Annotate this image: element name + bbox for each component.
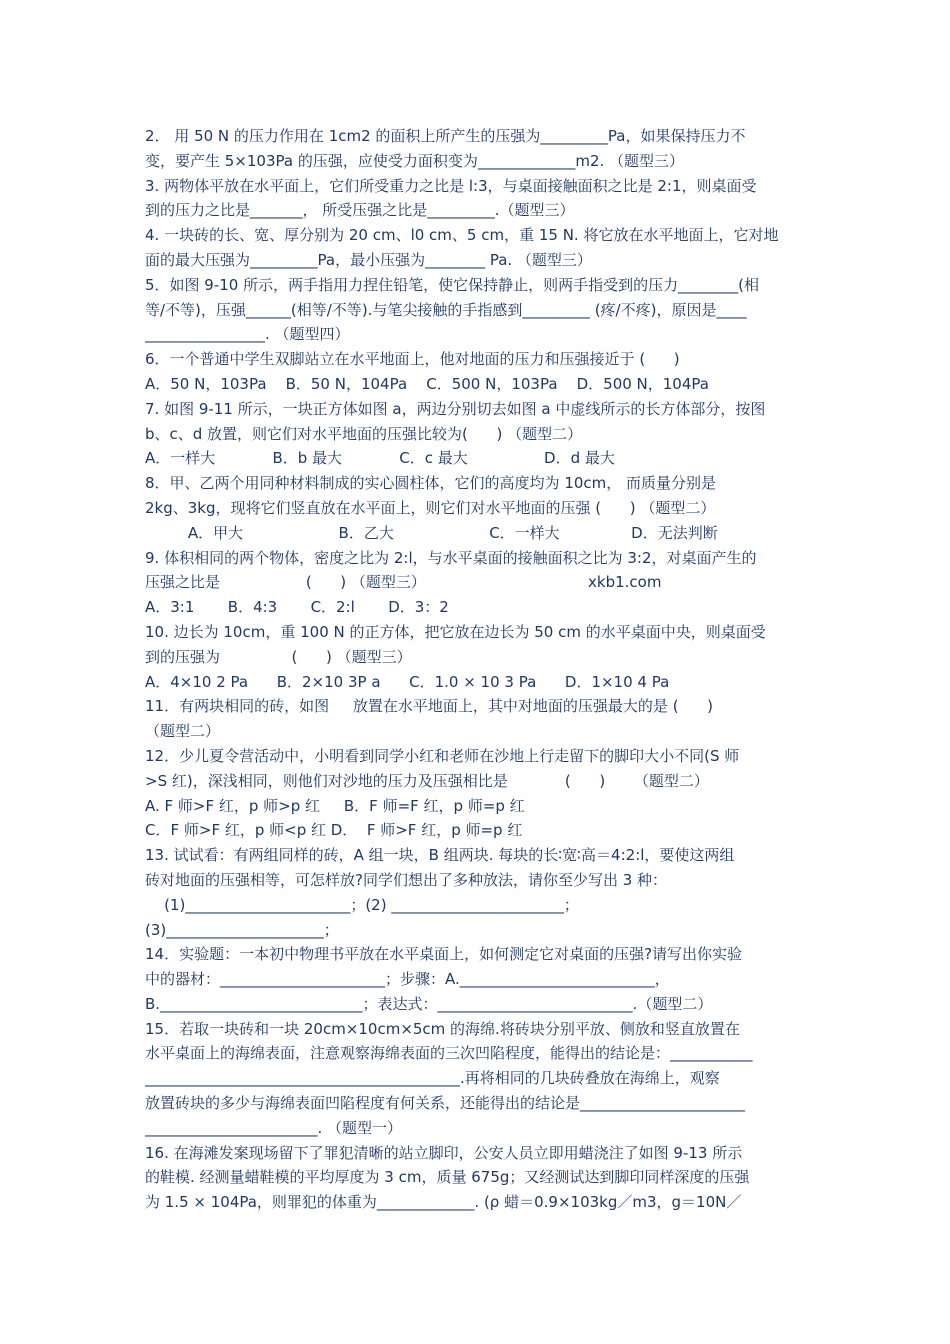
text-line: 等/不等)，压强______(相等/不等).与笔尖接触的手指感到_________ (疼/不疼)，原因是____ [145,300,747,319]
text-line: _______________________. （题型一） [145,1118,403,1137]
text-line: b、c、d 放置，则它们对水平地面的压强比较为( ) （题型二） [145,424,583,443]
text-line: 15．若取一块砖和一块 20cm×10cm×5cm 的海绵.将砖块分别平放、侧放和竖直放置在 [145,1019,740,1038]
text-line: 2． 用 50 N 的压力作用在 1cm2 的面积上所产生的压强为_________Pa，如果保持压力不 [145,127,746,145]
text-line: C．F 师>F 红，p 师<p 红 D． F 师>F 红，p 师=p 红 [145,821,523,840]
text-line: (1)______________________；(2) _______________________； [145,895,579,914]
text-line: 2kg、3kg，现将它们竖直放在水平面上，则它们对水平地面的压强 ( ) （题型二） [145,498,716,517]
text-line: (3)_____________________； [145,920,339,939]
text-line: >S 红)，深浅相同，则他们对沙地的压力及压强相比是 ( ) （题型二） [145,771,709,790]
text-line: ________________. （题型四） [145,325,350,344]
text-line: B.___________________________；表达式：__________________________.（题型二） [145,994,713,1013]
text-line: 16. 在海滩发案现场留下了罪犯清晰的站立脚印，公安人员立即用蜡浇注了如图 9-13 所示 [145,1143,743,1162]
text-line: 到的压强为 ( ) （题型三） [145,647,412,666]
text-line: 中的器材：______________________；步骤：A.__________________________， [145,970,670,989]
text-line: 放置砖块的多少与海绵表面凹陷程度有何关系，还能得出的结论是______________________ [145,1094,746,1113]
text-line: A. F 师>F 红，p 师>p 红 B．F 师=F 红，p 师=p 红 [145,796,525,815]
text-line: 的鞋模. 经测量蜡鞋模的平均厚度为 3 cm，质量 675g；又经测试达到脚印同样深度的压强 [145,1168,750,1187]
text-line: 9. 体积相同的两个物体，密度之比为 2:l，与水平桌面的接触面积之比为 3:2，对桌面产生的 [145,548,757,567]
text-line: A．一样大 B．b 最大 C．c 最大 D．d 最大 [145,449,615,468]
text-line: 水平桌面上的海绵表面，注意观察海绵表面的三次凹陷程度，能得出的结论是：___________ [145,1044,753,1063]
text-line: 11．有两块相同的砖，如图 放置在水平地面上，其中对地面的压强最大的是 ( ) [145,697,714,716]
text-line: 7. 如图 9-11 所示，一块正方体如图 a，两边分别切去如图 a 中虚线所示的长方体部分，按图 [145,399,766,418]
text-line: 5．如图 9-10 所示，两手指用力捏住铅笔，使它保持静止，则两手指受到的压力________(相 [145,275,759,294]
text-line: 12．少儿夏令营活动中，小明看到同学小红和老师在沙地上行走留下的脚印大小不同(S 师 [145,746,740,765]
text-line: A．甲大 B．乙大 C．一样大 D．无法判断 [145,523,718,542]
text-line: 8．甲、乙两个用同种材料制成的实心圆柱体，它们的高度均为 10cm， 而质量分别是 [145,474,717,493]
text-line: 砖对地面的压强相等，可怎样放?同学们想出了多种放法，请你至少写出 3 种： [145,870,668,889]
text-line: __________________________________________.再将相同的几块砖叠放在海绵上，观察 [145,1069,720,1088]
document-page [145,124,809,1215]
text-line: 4. 一块砖的长、宽、厚分别为 20 cm、l0 cm、5 cm，重 15 N. 将它放在水平地面上，它对地 [145,226,779,245]
text-line: 为 1.5 × 104Pa，则罪犯的体重为_____________. (ρ 蜡＝0.9×103kg／m3，g＝10N／ [145,1193,742,1212]
text-line: 6．一个普通中学生双脚站立在水平地面上，他对地面的压力和压强接近于 ( ) [145,350,680,369]
text-line: A．4×10 2 Pa B．2×10 3P a C．1.0 × 10 3 Pa D．1×10 4 Pa [145,672,670,691]
text-line: 13. 试试看：有两组同样的砖，A 组一块，B 组两块. 每块的长∶宽∶高＝4:2:l，要使这两组 [145,846,735,865]
text-line: （题型二） [145,722,221,741]
text-line: A．50 N，103Pa B．50 N，104Pa C．500 N，103Pa D．500 N，104Pa [145,374,709,393]
text-line: 10. 边长为 10cm，重 100 N 的正方体，把它放在边长为 50 cm 的水平桌面中央，则桌面受 [145,622,766,641]
text-line: 3. 两物体平放在水平面上，它们所受重力之比是 l:3，与桌面接触面积之比是 2:1，则桌面受 [145,176,757,195]
text-line: 14．实验题：一本初中物理书平放在水平桌面上，如何测定它对桌面的压强?请写出你实验 [145,945,743,964]
text-line: 变，要产生 5×103Pa 的压强，应使受力面积变为_____________m2. （题型三） [145,151,685,170]
text-line: 面的最大压强为_________Pa，最小压强为________ Pa. （题型三） [145,250,592,269]
text-line: A．3:1 B．4:3 C．2:l D．3：2 [145,598,449,617]
text-line: 压强之比是 ( ) （题型三） xkb1.com [145,573,662,592]
text-line: 到的压力之比是_______， 所受压强之比是_________.（题型三） [145,201,575,220]
